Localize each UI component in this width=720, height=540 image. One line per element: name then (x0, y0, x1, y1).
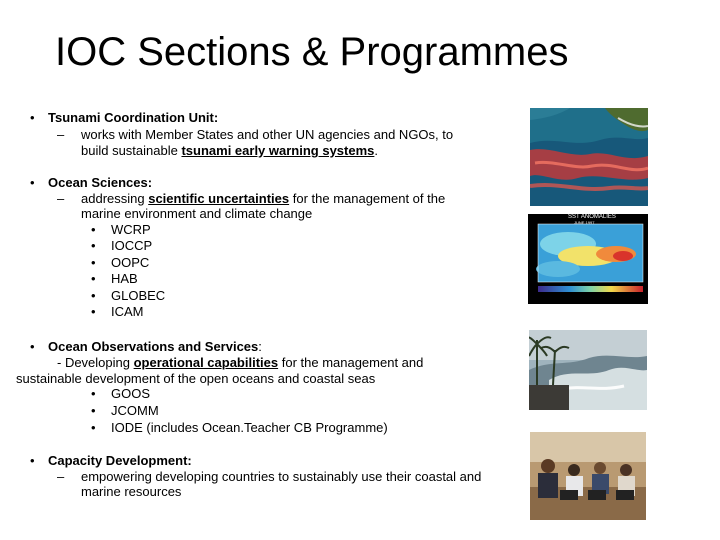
tsunami-wave-photo (529, 330, 647, 410)
section-desc-capacity-line2: marine resources (81, 484, 182, 499)
map-subtitle: JUNE 1997 (574, 220, 595, 225)
map-title: SST ANOMALIES (568, 214, 616, 220)
bullet: • (30, 453, 35, 468)
bullet: • (91, 403, 96, 418)
section-desc-capacity-line1: empowering developing countries to sustainably use their coastal and (81, 469, 482, 484)
section-desc-ocean-sciences-line2: marine environment and climate change (81, 206, 313, 221)
emphasis-text: scientific uncertainties (148, 191, 290, 206)
bullet: • (91, 238, 96, 253)
desc-text: for the management and (278, 355, 424, 370)
sst-anomaly-map (528, 214, 648, 304)
bullet: • (30, 175, 35, 190)
desc-text: build sustainable (81, 143, 182, 158)
section-desc-tsunami-line1: works with Member States and other UN agencies and NGOs, to (81, 127, 454, 142)
section-desc-ocean-observations-line2: sustainable development of the open oceans and coastal seas (16, 371, 376, 386)
bullet: • (91, 386, 96, 401)
section-heading-capacity-development: Capacity Development: (48, 453, 192, 468)
bullet: • (91, 271, 96, 286)
tsunami-illustration (529, 330, 647, 410)
bullet: • (91, 255, 96, 270)
bullet: • (30, 110, 35, 125)
slide-title: IOC Sections & Programmes (55, 30, 569, 74)
bullet: • (30, 339, 35, 354)
bullet: • (91, 288, 96, 303)
section-heading-ocean-sciences: Ocean Sciences: (48, 175, 153, 190)
desc-text: - Developing (57, 355, 134, 370)
section-heading-tsunami: Tsunami Coordination Unit: (48, 110, 219, 125)
dash: – (57, 127, 65, 142)
bullet: • (91, 222, 96, 237)
heading-text: Ocean Observations and Services (48, 339, 259, 354)
programme-item: JCOMM (111, 403, 159, 418)
desc-text: for the management of the (289, 191, 446, 206)
programme-item: IOCCP (111, 238, 153, 253)
programme-item: IODE (includes Ocean.Teacher CB Programme) (111, 420, 388, 435)
sst-map-illustration (528, 214, 648, 304)
dash: – (57, 469, 65, 484)
programme-item: OOPC (111, 255, 150, 270)
bullet: • (91, 304, 96, 319)
classroom-illustration (530, 432, 646, 520)
programme-item: WCRP (111, 222, 151, 237)
programme-item: GOOS (111, 386, 151, 401)
programme-item: ICAM (111, 304, 144, 319)
section-desc-tsunami-line2 (81, 143, 378, 159)
desc-text: . (374, 143, 379, 158)
red-tide-illustration (530, 108, 648, 206)
section-desc-ocean-sciences-line1 (81, 191, 445, 207)
programme-item: GLOBEC (111, 288, 166, 303)
heading-suffix: : (258, 339, 262, 354)
programme-item: HAB (111, 271, 138, 286)
section-desc-ocean-observations-line1 (57, 355, 423, 371)
desc-text: addressing (81, 191, 149, 206)
emphasis-text: operational capabilities (133, 355, 279, 370)
training-classroom-photo (530, 432, 646, 520)
emphasis-text: tsunami early warning systems (181, 143, 375, 158)
bullet: • (91, 420, 96, 435)
dash: – (57, 191, 65, 206)
section-heading-ocean-observations (48, 339, 262, 355)
red-tide-photo (530, 108, 648, 206)
